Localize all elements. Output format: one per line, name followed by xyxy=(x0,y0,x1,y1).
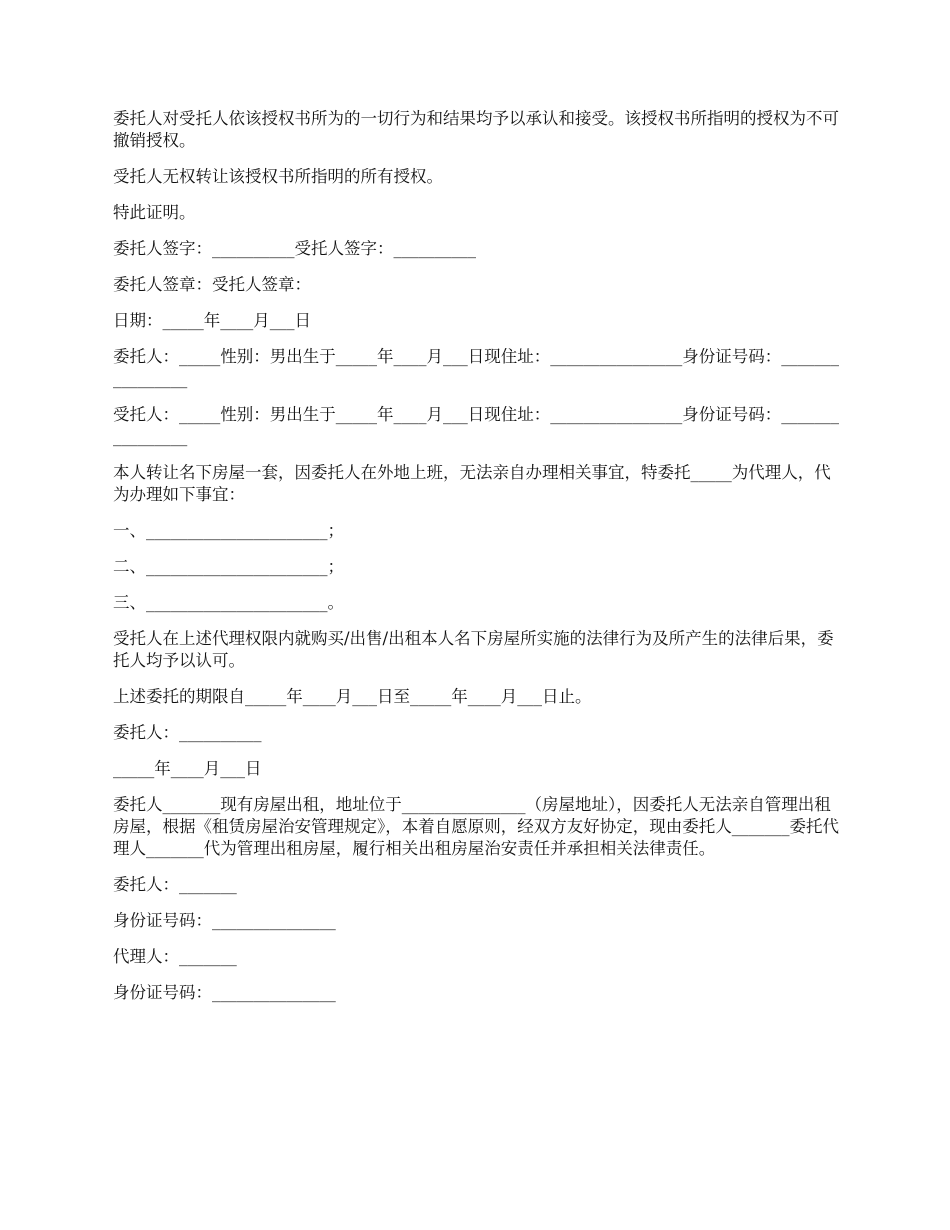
paragraph-no-transfer: 受托人无权转让该授权书所指明的所有授权。 xyxy=(113,167,443,186)
matter-item-1: 一、______________________； xyxy=(113,521,344,540)
paragraph-ratification: 委托人对受托人依该授权书所为的一切行为和结果均予以承认和接受。该授权书所指明的授权为不可撤销授权。 xyxy=(113,109,839,150)
principal-name-line: 委托人：_______ xyxy=(113,875,237,894)
paragraph-rental-management: 委托人_______现有房屋出租，地址位于_______________（房屋地址），因委托人无法亲自管理出租房屋，根据《租赁房屋治安管理规定》，本着自愿原则，经双方友好协定，现由委托人_______委托代理人_______代为管理出租房屋，履行相关出租房屋治安责任并承担相关法律责任。 xyxy=(113,795,839,858)
agent-id-line: 身份证号码：_______________ xyxy=(113,983,336,1002)
seal-line: 委托人签章：受托人签章： xyxy=(113,275,311,294)
matter-item-3: 三、______________________。 xyxy=(113,593,344,612)
paragraph-term: 上述委托的期限自_____年____月___日至_____年____月___日止。 xyxy=(113,687,592,706)
principal-id-line: 身份证号码：_______________ xyxy=(113,911,336,930)
agent-name-line: 代理人：_______ xyxy=(113,947,237,966)
paragraph-certify: 特此证明。 xyxy=(113,203,196,222)
principal-signature-line: 委托人：__________ xyxy=(113,723,262,742)
document-body xyxy=(113,108,843,1018)
matter-item-2: 二、______________________； xyxy=(113,557,344,576)
paragraph-legal-consequences: 受托人在上述代理权限内就购买/出售/出租本人名下房屋所实施的法律行为及所产生的法律后果，委托人均予以认可。 xyxy=(113,629,834,670)
agent-info: 受托人：_____性别：男出生于_____年____月___日现住址：________________身份证号码：________________ xyxy=(113,405,839,446)
signature-date-line: _____年____月___日 xyxy=(113,759,262,778)
principal-info: 委托人：_____性别：男出生于_____年____月___日现住址：________________身份证号码：________________ xyxy=(113,347,839,388)
signature-line: 委托人签字：__________受托人签字：__________ xyxy=(113,239,476,258)
date-line: 日期：_____年____月___日 xyxy=(113,311,311,330)
paragraph-house-transfer: 本人转让名下房屋一套，因委托人在外地上班，无法亲自办理相关事宜，特委托_____为代理人，代为办理如下事宜： xyxy=(113,463,831,504)
